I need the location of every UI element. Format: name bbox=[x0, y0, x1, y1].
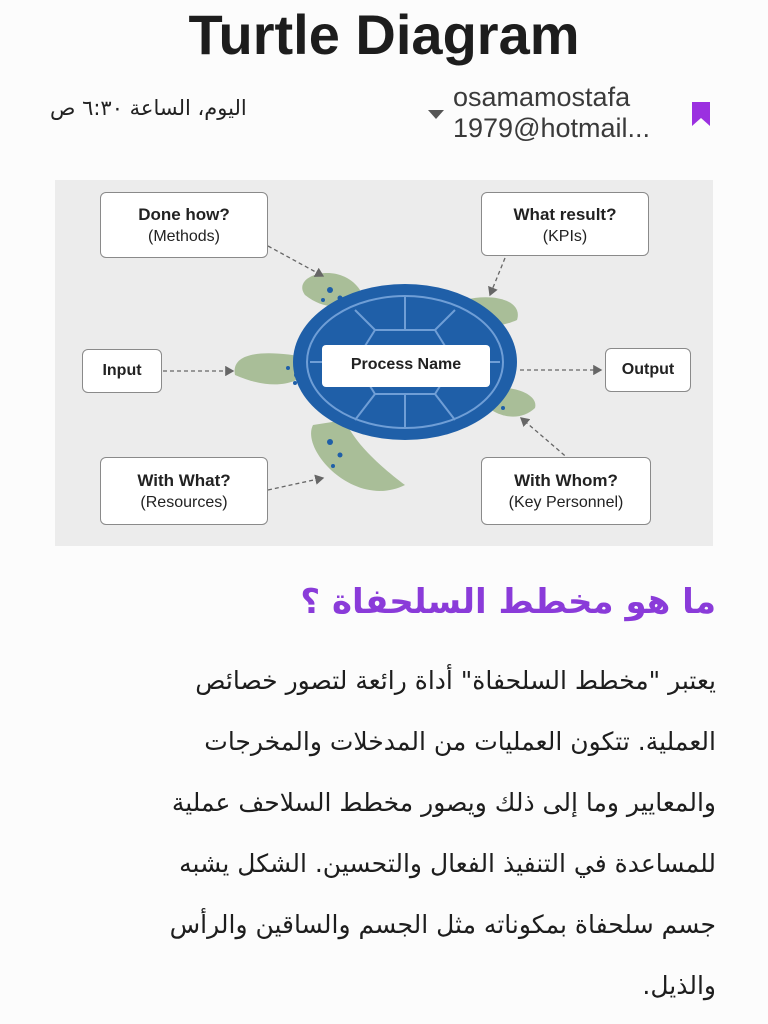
what-result-title: What result? bbox=[513, 205, 617, 224]
done-how-title: Done how? bbox=[138, 205, 230, 224]
author-name[interactable] bbox=[453, 82, 678, 144]
what-result-box bbox=[481, 192, 649, 256]
paragraph-line: والذيل. bbox=[642, 971, 716, 1000]
what-result-sub: (KPIs) bbox=[542, 228, 588, 245]
paragraph-line: العملية. تتكون العمليات من المدخلات والمخرجات bbox=[204, 727, 716, 756]
with-what-sub: (Resources) bbox=[140, 494, 228, 511]
turtle-diagram-image bbox=[55, 180, 713, 546]
article-meta bbox=[0, 82, 768, 152]
section-heading: ما هو مخطط السلحفاة ؟ bbox=[300, 582, 716, 622]
paragraph-line: يعتبر "مخطط السلحفاة" أداة رائعة لتصور خصائص bbox=[195, 666, 716, 695]
with-whom-box bbox=[481, 457, 651, 525]
author-line-1: osamamostafa bbox=[453, 82, 631, 112]
input-box: Input bbox=[82, 349, 162, 393]
timestamp: اليوم، الساعة ٦:٣٠ ص bbox=[50, 96, 247, 120]
bookmark-icon[interactable] bbox=[690, 100, 712, 128]
output-box: Output bbox=[605, 348, 691, 392]
with-what-box bbox=[100, 457, 268, 525]
process-name-box: Process Name bbox=[322, 345, 490, 387]
with-whom-title: With Whom? bbox=[514, 471, 618, 490]
chevron-down-icon[interactable] bbox=[428, 110, 444, 119]
author-line-2: 1979@hotmail... bbox=[453, 113, 651, 143]
done-how-box bbox=[100, 192, 268, 258]
paragraph-line: للمساعدة في التنفيذ الفعال والتحسين. الشكل يشبه bbox=[179, 849, 716, 878]
paragraph-line: جسم سلحفاة بمكوناته مثل الجسم والساقين والرأس bbox=[169, 910, 716, 939]
page-title: Turtle Diagram bbox=[188, 3, 580, 66]
with-whom-sub: (Key Personnel) bbox=[508, 494, 624, 511]
with-what-title: With What? bbox=[137, 471, 231, 490]
done-how-sub: (Methods) bbox=[147, 228, 221, 245]
paragraph-line: والمعايير وما إلى ذلك ويصور مخطط السلاحف عملية bbox=[171, 788, 716, 817]
article-paragraph bbox=[70, 650, 716, 1016]
